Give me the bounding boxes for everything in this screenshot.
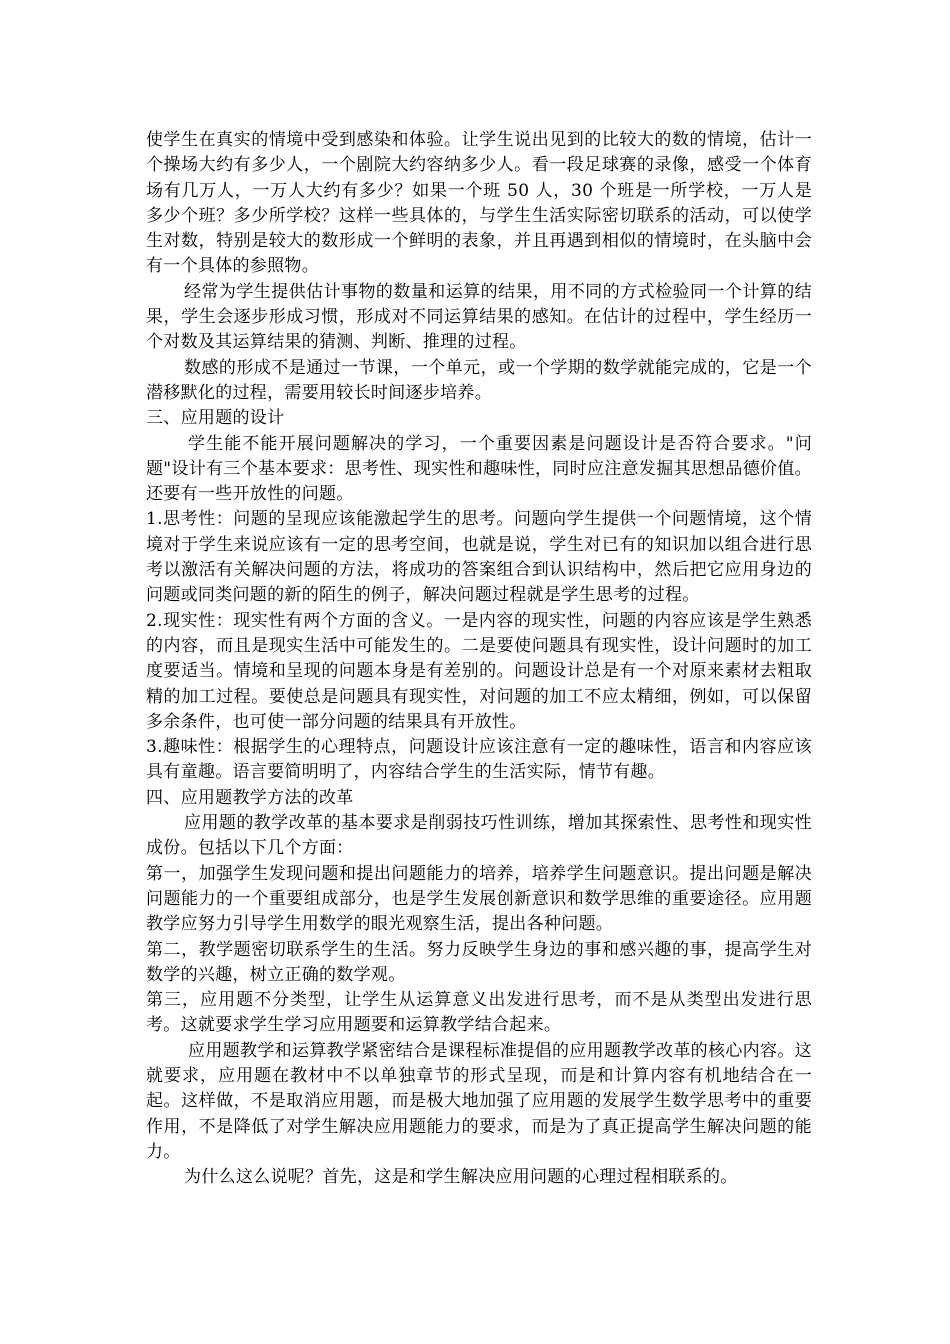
section-heading-application-design: 三、应用题的设计 [146, 408, 285, 429]
list-item-thinking: 1.思考性：问题的呈现应该能激起学生的思考。问题向学生提供一个问题情境，这个情境对于学生来说应该有一定的思考空间，也就是说，学生对已有的知识加以组合进行思考以激活有关解决问题的方法，将成功的答案组合到认识结构中，然后把它应用身边的问题或同类问题的新的陌生的例子，解决问题过程就是学生思考的过程。 [146, 509, 812, 606]
paragraph-integration: 应用题教学和运算教学紧密结合是课程标准提倡的应用题教学改革的核心内容。这就要求，应用题在教材中不以单独章节的形式呈现，而是和计算内容有机地结合在一起。这样做，不是取消应用题，而是极大地加强了应用题的发展学生数学思考中的重要作用，不是降低了对学生解决应用题能力的要求，而是为了真正提高学生解决问题的能力。 [146, 1040, 812, 1162]
list-item-reality: 2.现实性：现实性有两个方面的含义。一是内容的现实性，问题的内容应该是学生熟悉的内容，而且是现实生活中可能发生的。二是要使问题具有现实性，设计问题时的加工度要适当。情境和呈现的问题本身是有差别的。问题设计总是有一个对原来素材去粗取精的加工过程。要使总是问题具有现实性，对问题的加工不应太精细，例如，可以保留多余条件，也可使一部分问题的结果具有开放性。 [146, 610, 812, 732]
list-item-third: 第三，应用题不分类型，让学生从运算意义出发进行思考，而不是从类型出发进行思考。这就要求学生学习应用题要和运算教学结合起来。 [146, 990, 812, 1036]
list-item-interest: 3.趣味性：根据学生的心理特点，问题设计应该注意有一定的趣味性，语言和内容应该具有童趣。语言要简明明了，内容结合学生的生活实际，情节有趣。 [146, 737, 812, 783]
document-page [146, 128, 812, 1190]
paragraph-reform-requirements: 应用题的教学改革的基本要求是削弱技巧性训练，增加其探索性、思考性和现实性成份。包括以下几个方面： [146, 813, 812, 859]
paragraph-number-sense-formation: 数感的形成不是通过一节课，一个单元，或一个学期的数学就能完成的，它是一个潜移默化的过程，需要用较长时间逐步培养。 [146, 357, 812, 403]
list-item-first: 第一，加强学生发现问题和提出问题能力的培养，培养学生问题意识。提出问题是解决问题能力的一个重要组成部分，也是学生发展创新意识和数学思维的重要途径。应用题教学应努力引导学生用数学的眼光观察生活，提出各种问题。 [146, 863, 812, 935]
paragraph-estimation: 经常为学生提供估计事物的数量和运算的结果，用不同的方式检验同一个计算的结果，学生会逐步形成习惯，形成对不同运算结果的感知。在估计的过程中，学生经历一个对数及其运算结果的猜测、判断、推理的过程。 [146, 281, 812, 353]
paragraph-why: 为什么这么说呢？首先，这是和学生解决应用问题的心理过程相联系的。 [184, 1167, 738, 1188]
list-item-second: 第二，教学题密切联系学生的生活。努力反映学生身边的事和感兴趣的事，提高学生对数学的兴趣，树立正确的数学观。 [146, 939, 812, 985]
paragraph-number-sense-context: 使学生在真实的情境中受到感染和体验。让学生说出见到的比较大的数的情境，估计一个操场大约有多少人，一个剧院大约容纳多少人。看一段足球赛的录像，感受一个体育场有几万人，一万人大约有多少？如果一个班 50 人，30 个班是一所学校，一万人是多少个班？多少所学校？这样一些具体的，与学生生活实际密切联系的活动，可以使学生对数，特别是较大的数形成一个鲜明的表象，并且再遇到相似的情境时，在头脑中会有一个具体的参照物。 [146, 130, 812, 277]
section-heading-teaching-reform: 四、应用题教学方法的改革 [146, 787, 354, 808]
paragraph-problem-design-requirements: 学生能不能开展问题解决的学习，一个重要因素是问题设计是否符合要求。"问题"设计有三个基本要求：思考性、现实性和趣味性，同时应注意发掘其思想品德价值。还要有一些开放性的问题。 [146, 433, 812, 505]
